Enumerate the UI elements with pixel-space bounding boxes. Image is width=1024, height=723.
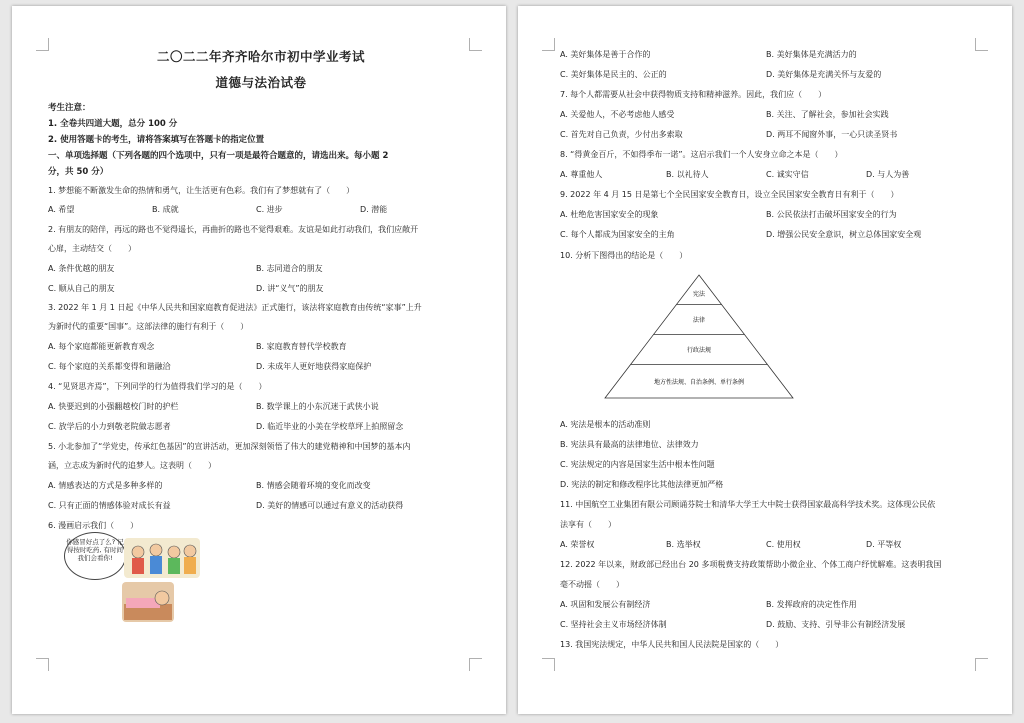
option: C. 宪法规定的内容是国家生活中根本性问题 [560,460,715,469]
question-4: 4. “见贤思齐焉”，下列同学的行为值得我们学习的是（ ） [48,382,267,391]
option: D. 两耳不闻窗外事，一心只读圣贤书 [766,130,898,139]
option: C. 每个人都成为国家安全的主角 [560,230,675,239]
option: B. 关注、了解社会，参加社会实践 [766,110,889,119]
option: D. 宪法的制定和修改程序比其他法律更加严格 [560,480,724,489]
question-7: 7. 每个人都需要从社会中获得物质支持和精神滋养。因此，我们应（ ） [560,90,827,99]
option: D. 美好集体是充满关怀与友爱的 [766,70,882,79]
question-11: 11. 中国航空工业集团有限公司顾诵芬院士和清华大学王大中院士获得国家最高科学技术奖。这体现公民依 [560,500,936,509]
option: C. 进步 [256,205,283,214]
classmates-illustration [124,538,200,578]
option: A. 条件优越的朋友 [48,264,115,273]
option: C. 坚持社会主义市场经济体制 [560,620,667,629]
cartoon-image [64,532,204,626]
section-heading-cont: 分，共 50 分） [48,167,109,177]
option: C. 使用权 [766,540,801,549]
crop-mark [469,658,482,671]
option: B. 以礼待人 [666,170,709,179]
crop-mark [36,38,49,51]
option: A. 巩固和发展公有制经济 [560,600,651,609]
option: A. 情感表达的方式是多种多样的 [48,481,163,490]
option: D. 讲“义气”的朋友 [256,284,324,293]
exam-title: 二〇二二年齐齐哈尔市初中学业考试 [156,49,365,64]
option: B. 成就 [152,205,179,214]
pyramid-level-local: 地方性法规、自治条例、单行条例 [653,379,745,386]
pyramid-level-constitution: 宪法 [692,291,706,298]
question-11-cont: 法享有（ ） [560,520,616,529]
question-8: 8. “得黄金百斤，不如得季布一诺”。这启示我们一个人安身立命之本是（ ） [560,150,843,159]
option: D. 潜能 [360,205,388,214]
note-2: 2. 使用答题卡的考生，请将答案填写在答题卡的指定位置 [48,135,265,145]
option: C. 放学后的小力到敬老院做志愿者 [48,422,171,431]
legal-hierarchy-pyramid [604,274,794,400]
option: B. 情感会随着环境的变化而改变 [256,481,371,490]
option: B. 公民依法打击破坏国家安全的行为 [766,210,897,219]
option: D. 鼓励、支持、引导非公有制经济发展 [766,620,906,629]
sick-student-illustration [122,582,174,622]
option: C. 首先对自己负责，少付出多索取 [560,130,683,139]
option: A. 快要迟到的小强翻越校门时的护栏 [48,402,179,411]
question-2-cont: 心扉，主动结交（ ） [48,244,136,253]
crop-mark [542,38,555,51]
option: A. 宪法是根本的活动准则 [560,420,651,429]
option: C. 美好集体是民主的、公正的 [560,70,667,79]
question-3: 3. 2022 年 1 月 1 日起《中华人民共和国家庭教育促进法》正式施行，该法将家庭教育由传统“家事”上升 [48,303,422,312]
pyramid-level-law: 法律 [692,317,706,324]
option: C. 每个家庭的关系都变得和谐融洽 [48,362,171,371]
note-1: 1. 全卷共四道大题，总分 100 分 [48,119,178,129]
question-9: 9. 2022 年 4 月 15 日是第七个全民国家安全教育日，设立全民国家安全教育日有利于（ ） [560,190,899,199]
question-3-cont: 为新时代的重要“国事”。这部法律的施行有利于（ ） [48,322,249,331]
question-12-cont: 毫不动摇（ ） [560,580,624,589]
option: C. 只有正面的情感体验对成长有益 [48,501,171,510]
question-5: 5. 小北参加了“学党史，传承红色基因”的宣讲活动，更加深刻领悟了伟大的建党精神和中国梦的基本内 [48,442,411,451]
option: A. 希望 [48,205,75,214]
option: B. 家庭教育替代学校教育 [256,342,347,351]
notes-heading: 考生注意： [48,103,91,113]
crop-mark [542,658,555,671]
question-12: 12. 2022 年以来，财政部已经出台 20 多项税费支持政策帮助小微企业、个体工商户纾忧解难。这表明我国 [560,560,942,569]
exam-subtitle: 道德与法治试卷 [215,75,307,90]
option: D. 未成年人更好地获得家庭保护 [256,362,372,371]
question-1: 1. 梦想能不断激发生命的热情和勇气，让生活更有色彩。我们有了梦想就有了（ ） [48,186,355,195]
option: B. 发挥政府的决定性作用 [766,600,857,609]
option: A. 尊重他人 [560,170,603,179]
option: B. 美好集体是充满活力的 [766,50,857,59]
section-heading: 一、单项选择题（下列各题的四个选项中，只有一项是最符合题意的，请选出来。每小题 2 [48,151,389,161]
option: A. 关爱他人，不必考虑他人感受 [560,110,675,119]
option: A. 美好集体是善于合作的 [560,50,651,59]
option: B. 数学课上的小东沉迷于武侠小说 [256,402,379,411]
crop-mark [975,38,988,51]
crop-mark [36,658,49,671]
speech-bubble: 你感冒好点了么? 记得按时吃药, 有时间我们会看你! [64,532,126,580]
option: C. 顺从自己的朋友 [48,284,115,293]
question-5-cont: 涵，立志成为新时代的追梦人。这表明（ ） [48,461,216,470]
option: B. 宪法具有最高的法律地位、法律效力 [560,440,699,449]
option: A. 每个家庭都能更新教育观念 [48,342,155,351]
crop-mark [469,38,482,51]
option: B. 志同道合的朋友 [256,264,323,273]
option: B. 选举权 [666,540,701,549]
document-page-left [12,6,506,714]
question-13: 13. 我国宪法规定，中华人民共和国人民法院是国家的（ ） [560,640,784,649]
document-page-right [518,6,1012,714]
option: D. 美好的情感可以通过有意义的活动获得 [256,501,404,510]
option: C. 诚实守信 [766,170,809,179]
crop-mark [975,658,988,671]
option: A. 杜绝危害国家安全的现象 [560,210,659,219]
question-2: 2. 有朋友的陪伴，再远的路也不觉得遥长，再曲折的路也不觉得艰难。友谊是如此打动我们，我们应敞开 [48,225,419,234]
pyramid-level-administrative: 行政法规 [686,347,712,354]
option: D. 与人为善 [866,170,910,179]
option: A. 荣誉权 [560,540,595,549]
option: D. 临近毕业的小美在学校草坪上拍照留念 [256,422,404,431]
question-10: 10. 分析下图得出的结论是（ ） [560,251,688,260]
question-6: 6. 漫画启示我们（ ） [48,521,139,530]
option: D. 平等权 [866,540,902,549]
option: D. 增强公民安全意识，树立总体国家安全观 [766,230,922,239]
